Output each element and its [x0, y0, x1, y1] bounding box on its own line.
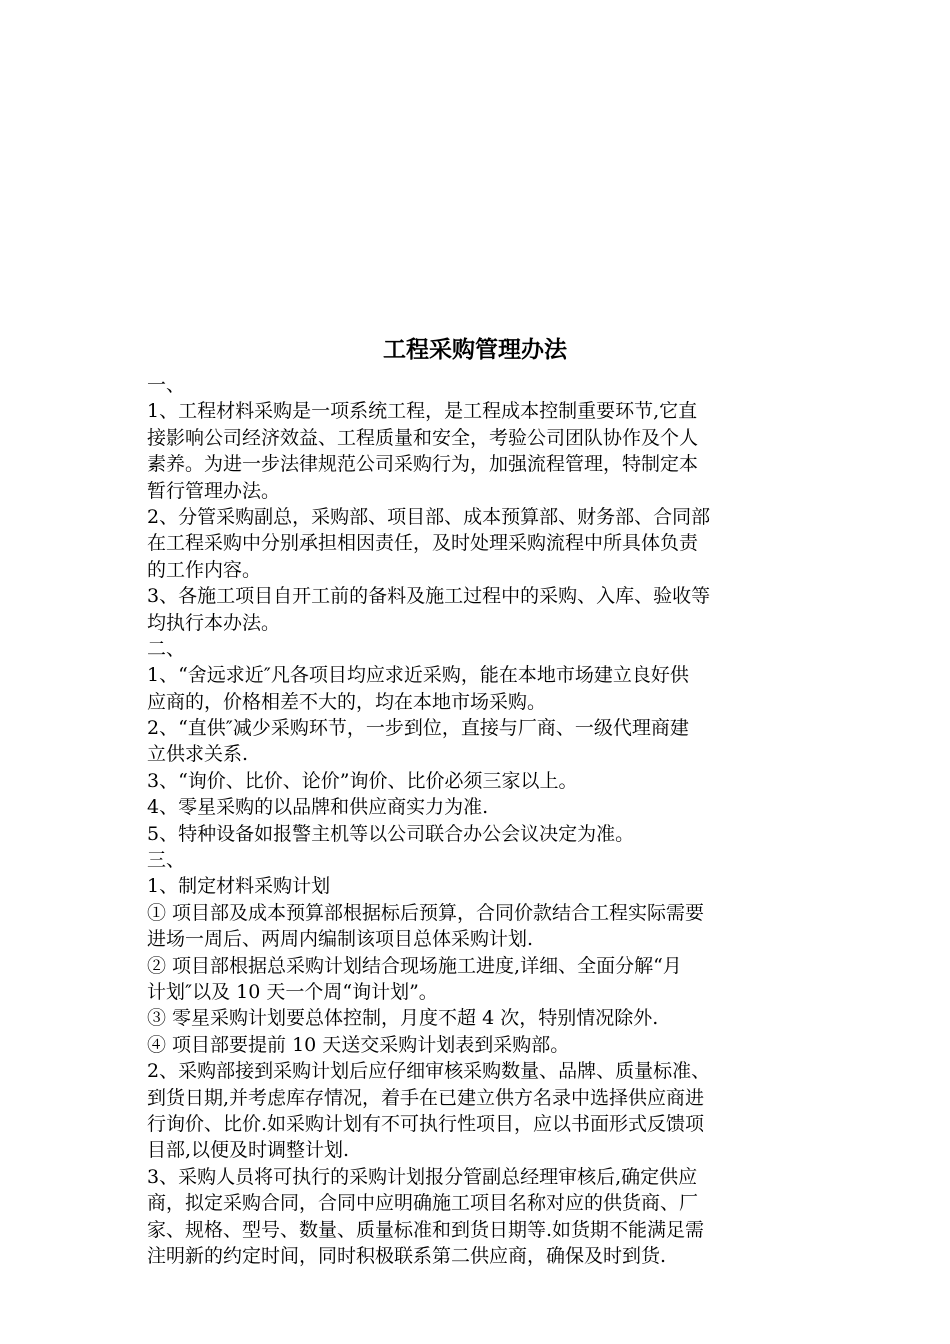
paragraph-line: 行询价、比价.如采购计划有不可执行性项目，应以书面形式反馈项: [147, 1112, 705, 1135]
section-heading: 三、: [147, 849, 186, 872]
paragraph-line: 家、规格、型号、数量、质量标准和到货日期等.如货期不能满足需: [147, 1218, 705, 1241]
paragraph-line: ② 项目部根据总采购计划结合现场施工进度,详细、全面分解“月: [147, 954, 682, 977]
section-heading: 二、: [147, 637, 186, 660]
paragraph-line: 5、特种设备如报警主机等以公司联合办公会议决定为准。: [147, 822, 635, 845]
paragraph-line: 在工程采购中分别承担相因责任，及时处理采购流程中所具体负责: [147, 532, 699, 555]
paragraph-line: 应商的，价格相差不大的，均在本地市场采购。: [147, 690, 547, 713]
paragraph-line: ③ 零星采购计划要总体控制，月度不超 4 次，特别情况除外.: [147, 1007, 659, 1030]
paragraph-line: ④ 项目部要提前 10 天送交采购计划表到采购部。: [147, 1033, 570, 1056]
paragraph-line: 立供求关系.: [147, 743, 249, 766]
paragraph-line: 接影响公司经济效益、工程质量和安全，考验公司团队协作及个人: [147, 426, 699, 449]
paragraph-line: 素养。为进一步法律规范公司采购行为，加强流程管理，特制定本: [147, 453, 699, 476]
paragraph-line: 均执行本办法。: [147, 611, 281, 634]
document-title: 工程采购管理办法: [383, 337, 567, 363]
paragraph-line: 注明新的约定时间，同时积极联系第二供应商，确保及时到货.: [147, 1244, 667, 1267]
paragraph-line: 3、采购人员将可执行的采购计划报分管副总经理审核后,确定供应: [147, 1165, 698, 1188]
paragraph-line: 到货日期,并考虑库存情况，着手在已建立供方名录中选择供应商进: [147, 1086, 705, 1109]
paragraph-line: 目部,以便及时调整计划.: [147, 1139, 350, 1162]
paragraph-line: 4、零星采购的以品牌和供应商实力为准.: [147, 796, 489, 819]
paragraph-line: 2、分管采购副总，采购部、项目部、成本预算部、财务部、合同部: [147, 505, 711, 528]
paragraph-line: 2、采购部接到采购计划后应仔细审核采购数量、品牌、质量标准、: [147, 1060, 711, 1083]
document-body: [147, 372, 807, 1269]
paragraph-line: 3、“询价、比价、论价”询价、比价必须三家以上。: [147, 769, 578, 792]
paragraph-line: 1、“舍远求近″凡各项目均应求近采购，能在本地市场建立良好供: [147, 664, 689, 687]
paragraph-line: 1、制定材料采购计划: [147, 875, 331, 898]
paragraph-line: 进场一周后、两周内编制该项目总体采购计划.: [147, 928, 534, 951]
section-heading: 一、: [147, 374, 186, 396]
paragraph-line: 1、工程材料采购是一项系统工程，是工程成本控制重要环节,它直: [147, 400, 698, 423]
paragraph-line: 2、“直供″减少采购环节，一步到位，直接与厂商、一级代理商建: [147, 717, 689, 740]
paragraph-line: 计划″以及 10 天一个周“询计划”。: [147, 980, 438, 1003]
paragraph-line: 3、各施工项目自开工前的备料及施工过程中的采购、入库、验收等: [147, 585, 711, 608]
paragraph-line: 的工作内容。: [147, 558, 262, 581]
paragraph-line: 暂行管理办法。: [147, 479, 281, 502]
paragraph-line: 商，拟定采购合同，合同中应明确施工项目名称对应的供货商、厂: [147, 1192, 699, 1215]
paragraph-line: ① 项目部及成本预算部根据标后预算，合同价款结合工程实际需要: [147, 901, 705, 924]
